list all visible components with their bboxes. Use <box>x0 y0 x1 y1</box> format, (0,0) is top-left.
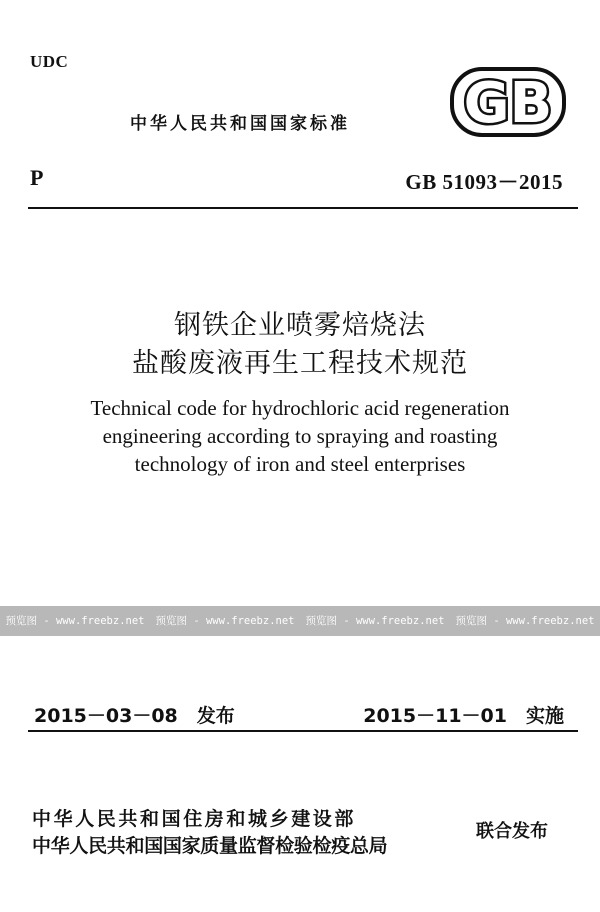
issuer-ministry-housing: 中华人民共和国住房和城乡建设部 <box>32 808 357 830</box>
english-title-line-2: engineering according to spraying and roasting <box>102 424 498 448</box>
english-title-line-1: Technical code for hydrochloric acid regeneration <box>90 396 510 420</box>
gb-logo <box>450 67 566 137</box>
classification-code: P <box>30 165 44 190</box>
joint-issue-label: 联合发布 <box>476 821 548 842</box>
english-title-line-3: technology of iron and steel enterprises <box>134 452 466 476</box>
implementation-date: 2015－11－01 实施 <box>363 705 564 727</box>
watermark-text: 预览图 - www.freebz.net <box>305 615 445 627</box>
dates-divider <box>28 730 578 732</box>
issuer-aqsiq: 中华人民共和国国家质量监督检验检疫总局 <box>32 835 388 857</box>
watermark-banner <box>0 606 600 636</box>
standard-number: GB 51093－2015 <box>405 170 563 194</box>
chinese-title-line-1: 钢铁企业喷雾焙烧法 <box>174 310 426 341</box>
standard-type: 中华人民共和国国家标准 <box>130 114 350 134</box>
watermark-text: 预览图 - www.freebz.net <box>155 615 295 627</box>
issue-date: 2015－03－08 发布 <box>34 705 235 727</box>
udc-label: UDC <box>30 52 69 71</box>
header-divider <box>28 207 578 209</box>
watermark-text: 预览图 - www.freebz.net <box>5 615 145 627</box>
watermark-text: 预览图 - www.freebz.net <box>455 615 595 627</box>
chinese-title-line-2: 盐酸废液再生工程技术规范 <box>132 348 468 379</box>
svg-text:GB: GB <box>463 71 553 136</box>
